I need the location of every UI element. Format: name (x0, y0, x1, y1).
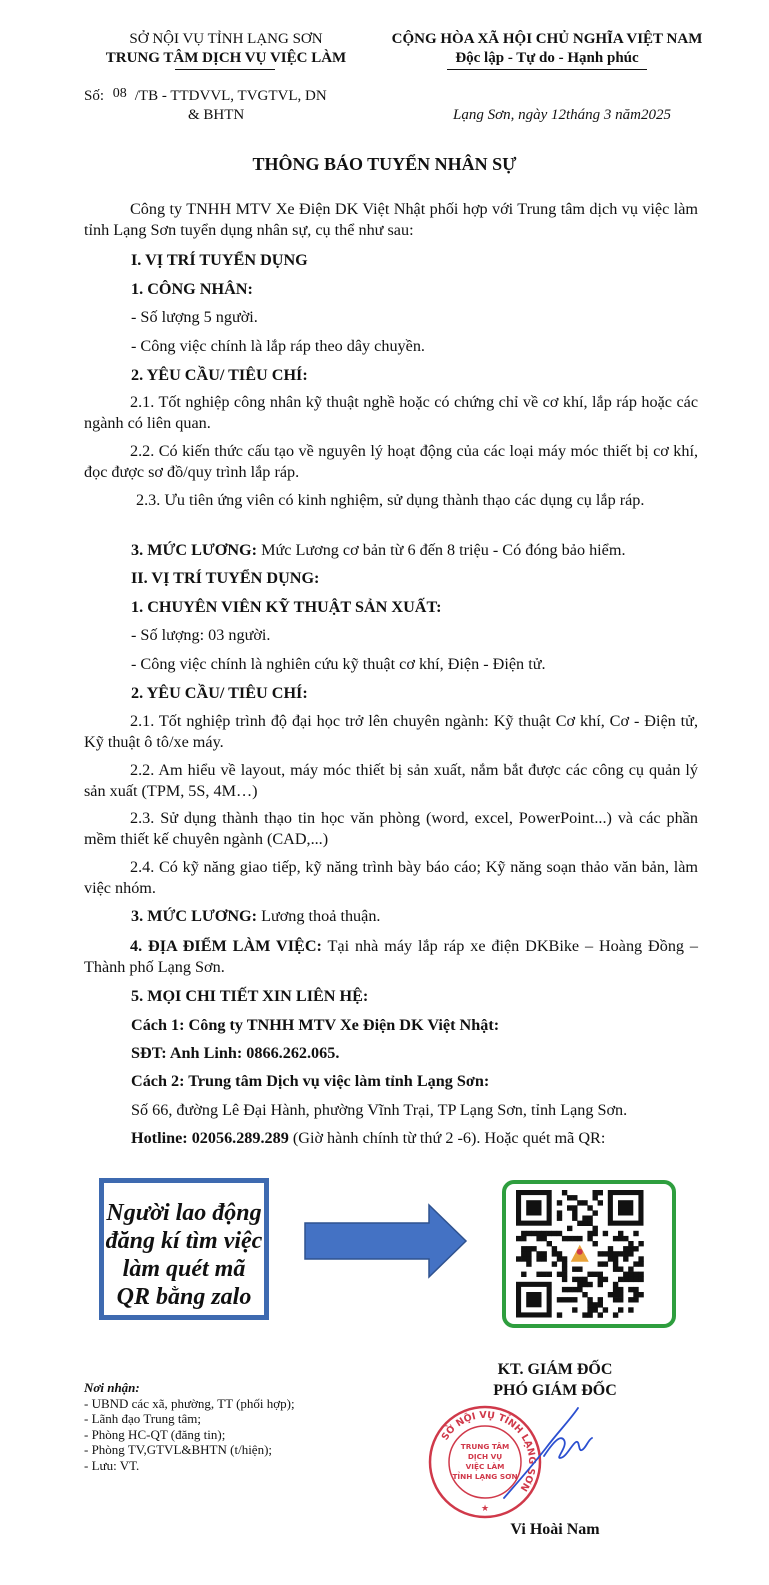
list-item: - Phòng HC-QT (đăng tin); (84, 1426, 226, 1442)
signature-role-1: KT. GIÁM ĐỐC (497, 1361, 613, 1378)
signature-role-2: PHÓ GIÁM ĐỐC (493, 1382, 617, 1399)
section2-req-heading: 2. YÊU CẦU/ TIÊU CHÍ: (131, 684, 308, 702)
section1-req-1: 2.1. Tốt nghiệp công nhân kỹ thuật nghề hoặc có chứng chỉ về cơ khí, lắp ráp hoặc các ngành có liên quan. (84, 393, 698, 432)
org-underline (175, 69, 275, 70)
recipients-block (84, 1380, 295, 1473)
contact-way-2: Cách 2: Trung tâm Dịch vụ việc làm tỉnh Lạng Sơn: (131, 1072, 490, 1090)
section1-job: - Công việc chính là lắp ráp theo dây chuyền. (131, 337, 425, 355)
qr-instruction-box (99, 1178, 269, 1320)
section2-heading: II. VỊ TRÍ TUYỂN DỤNG: (131, 569, 320, 587)
qr-instruction-text: Người lao động đăng kí tìm việc làm quét mã QR bằng zalo (105, 1200, 263, 1310)
svg-text:SỞ NỘI VỤ TỈNH LẠNG SƠN: SỞ NỘI VỤ TỈNH LẠNG SƠN (439, 1409, 538, 1494)
nation-underline (447, 69, 647, 70)
intro-paragraph: Công ty TNHH MTV Xe Điện DK Việt Nhật phối hợp với Trung tâm dịch vụ việc làm tỉnh Lạng Sơn tuyển dụng nhân sự, cụ thể như sau: (84, 200, 698, 239)
section2-location: 4. ĐỊA ĐIỂM LÀM VIỆC: Tại nhà máy lắp ráp xe điện DKBike – Hoàng Đồng – Thành phố Lạng Sơn. (84, 937, 698, 976)
section2-req-1: 2.1. Tốt nghiệp trình độ đại học trở lên chuyên ngành: Kỹ thuật Cơ khí, Cơ - Điện tử, Kỹ thuật ô tô/xe máy. (84, 712, 698, 751)
contact-hotline: Hotline: 02056.289.289 (Giờ hành chính từ thứ 2 -6). Hoặc quét mã QR: (131, 1129, 606, 1147)
date-line: Lạng Sơn, ngày 12tháng 3 năm2025 (453, 107, 672, 123)
section1-position: 1. CÔNG NHÂN: (131, 280, 253, 298)
handwritten-signature (498, 1400, 594, 1502)
list-item: - Lãnh đạo Trung tâm; (84, 1411, 201, 1426)
section2-job: - Công việc chính là nghiên cứu kỹ thuật cơ khí, Điện - Điện tử. (131, 655, 546, 673)
signer-name: Vi Hoài Nam (510, 1521, 600, 1538)
section2-position: 1. CHUYÊN VIÊN KỸ THUẬT SẢN XUẤT: (131, 598, 442, 616)
svg-text:TRUNG TÂMDỊCH VỤVIỆC LÀMTỈNH L: TRUNG TÂM DỊCH VỤ VIỆC LÀM TỈNH LẠNG SƠN (452, 1442, 518, 1481)
arrow-right-icon (303, 1203, 469, 1279)
section2-salary: 3. MỨC LƯƠNG: Lương thoả thuận. (131, 907, 381, 925)
list-item: - UBND các xã, phường, TT (phối hợp); (84, 1395, 295, 1411)
svg-text:★: ★ (480, 1503, 490, 1513)
section2-req-2: 2.2. Am hiểu về layout, máy móc thiết bị sản xuất, nắm bắt được các công cụ quản lý sản xuất (TPM, 5S, 4M…) (84, 761, 698, 800)
section2-req-4: 2.4. Có kỹ năng giao tiếp, kỹ năng trình bày báo cáo; Kỹ năng soạn thảo văn bản, làm việc nhóm. (84, 858, 698, 897)
contact-heading: 5. MỌI CHI TIẾT XIN LIÊN HỆ: (131, 987, 369, 1005)
recipients-heading: Nơi nhận: (84, 1380, 140, 1395)
contact-phone: SĐT: Anh Linh: 0866.262.065. (131, 1044, 340, 1062)
org-line-2: TRUNG TÂM DỊCH VỤ VIỆC LÀM (105, 50, 347, 66)
document-number-suffix-2: & BHTN (188, 107, 245, 123)
section1-req-3: 2.3. Ưu tiên ứng viên có kinh nghiệm, sử dụng thành thạo các dụng cụ lắp ráp. (136, 491, 645, 509)
section2-quantity: - Số lượng: 03 người. (131, 626, 271, 644)
section1-req-heading: 2. YÊU CẦU/ TIÊU CHÍ: (131, 366, 308, 384)
nation-line-2: Độc lập - Tự do - Hạnh phúc (455, 50, 639, 66)
nation-line-1: CỘNG HÒA XÃ HỘI CHỦ NGHĨA VIỆT NAM (391, 31, 703, 47)
list-item: - Phòng TV,GTVL&BHTN (t/hiện); (84, 1442, 273, 1457)
qr-code-icon (506, 1184, 672, 1324)
org-line-1: SỞ NỘI VỤ TỈNH LẠNG SƠN (129, 31, 323, 47)
section1-quantity: - Số lượng 5 người. (131, 308, 258, 326)
qr-code[interactable] (502, 1180, 676, 1328)
section2-req-3: 2.3. Sử dụng thành thạo tin học văn phòng (word, excel, PowerPoint...) và các phần mềm thiết kế chuyên ngành (CAD,...) (84, 809, 698, 848)
contact-way-1: Cách 1: Công ty TNHH MTV Xe Điện DK Việt Nhật: (131, 1016, 500, 1034)
section1-heading: I. VỊ TRÍ TUYỂN DỤNG (131, 251, 308, 269)
section1-req-2: 2.2. Có kiến thức cấu tạo về nguyên lý hoạt động của các loại máy móc thiết bị cơ khí, đọc được sơ đồ/quy trình lắp ráp. (84, 442, 698, 481)
page-title: THÔNG BÁO TUYỂN NHÂN SỰ (252, 154, 517, 174)
contact-address: Số 66, đường Lê Đại Hành, phường Vĩnh Trại, TP Lạng Sơn, tỉnh Lạng Sơn. (131, 1101, 628, 1119)
list-item: - Lưu: VT. (84, 1457, 140, 1473)
section1-salary: 3. MỨC LƯƠNG: Mức Lương cơ bản từ 6 đến 8 triệu - Có đóng bảo hiểm. (131, 541, 626, 559)
document-number: Số: 08 /TB - TTDVVL, TVGTVL, DN (84, 86, 327, 104)
